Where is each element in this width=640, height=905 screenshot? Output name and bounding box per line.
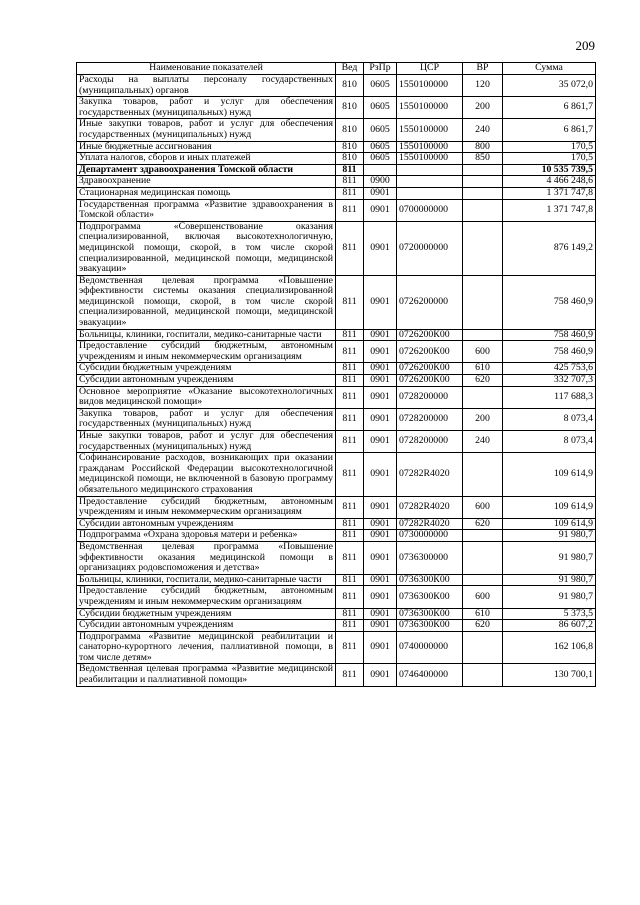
table-row <box>77 329 596 341</box>
cell-name: Предоставление субсидий бюджетным, автономным учреждениям и иным некоммерческим организациям <box>77 586 336 608</box>
table-row <box>77 176 596 188</box>
table-row <box>77 386 596 408</box>
cell-ved: 811 <box>336 620 364 632</box>
table-header-row <box>77 63 596 75</box>
cell-sum: 109 614,9 <box>503 453 596 496</box>
cell-csr: 1550100000 <box>397 119 463 141</box>
table-row <box>77 75 596 97</box>
table-row <box>77 153 596 165</box>
cell-csr: 1550100000 <box>397 97 463 119</box>
cell-vr: 120 <box>463 75 503 97</box>
cell-rzpr: 0901 <box>364 574 397 586</box>
cell-sum: 91 980,7 <box>503 574 596 586</box>
cell-csr: 0726200К00 <box>397 363 463 375</box>
cell-vr <box>463 199 503 221</box>
cell-name: Подпрограмма «Совершенствование оказания специализированной, включая высокотехнологичную, медицинской помощи, скорой, в том числе скорой специализированной, медицинской помощи, медицинской эвакуации» <box>77 221 336 275</box>
table-row <box>77 199 596 221</box>
cell-csr: 07282R4020 <box>397 496 463 518</box>
cell-name: Субсидии автономным учреждениям <box>77 375 336 387</box>
cell-ved: 810 <box>336 97 364 119</box>
cell-vr: 200 <box>463 408 503 430</box>
cell-name: Ведомственная целевая программа «Повышение эффективности системы оказания специализированной медицинской помощи, скорой, в том числе скорой специализированной, медицинской помощи, медицинской эвакуации» <box>77 275 336 329</box>
cell-rzpr <box>364 164 397 176</box>
cell-sum: 758 460,9 <box>503 341 596 363</box>
cell-name: Стационарная медицинская помощь <box>77 187 336 199</box>
cell-csr <box>397 187 463 199</box>
cell-name: Субсидии автономным учреждениям <box>77 518 336 530</box>
cell-ved: 811 <box>336 541 364 574</box>
cell-csr: 0700000000 <box>397 199 463 221</box>
cell-vr <box>463 187 503 199</box>
cell-name: Подпрограмма «Охрана здоровья матери и ребенка» <box>77 530 336 542</box>
cell-vr <box>463 541 503 574</box>
table-row <box>77 187 596 199</box>
cell-vr <box>463 631 503 664</box>
cell-vr: 240 <box>463 431 503 453</box>
cell-rzpr: 0901 <box>364 541 397 574</box>
cell-vr <box>463 574 503 586</box>
cell-csr: 0726200К00 <box>397 375 463 387</box>
cell-sum: 130 700,1 <box>503 664 596 686</box>
cell-vr <box>463 386 503 408</box>
cell-ved: 811 <box>336 199 364 221</box>
table-row <box>77 608 596 620</box>
cell-rzpr: 0901 <box>364 199 397 221</box>
cell-csr: 0740000000 <box>397 631 463 664</box>
cell-csr: 07282R4020 <box>397 518 463 530</box>
cell-ved: 811 <box>336 496 364 518</box>
table-row <box>77 631 596 664</box>
cell-sum: 425 753,6 <box>503 363 596 375</box>
table-row <box>77 664 596 686</box>
cell-vr: 800 <box>463 141 503 153</box>
cell-ved: 811 <box>336 453 364 496</box>
cell-csr: 0726200К00 <box>397 329 463 341</box>
cell-sum: 758 460,9 <box>503 275 596 329</box>
cell-csr: 0726200К00 <box>397 341 463 363</box>
cell-rzpr: 0605 <box>364 141 397 153</box>
table-row <box>77 431 596 453</box>
cell-ved: 811 <box>336 363 364 375</box>
cell-ved: 811 <box>336 176 364 188</box>
table-row <box>77 341 596 363</box>
cell-csr: 0728200000 <box>397 408 463 430</box>
cell-rzpr: 0901 <box>364 431 397 453</box>
cell-ved: 811 <box>336 221 364 275</box>
cell-rzpr: 0605 <box>364 75 397 97</box>
cell-csr: 0736300000 <box>397 541 463 574</box>
cell-name: Больницы, клиники, госпитали, медико-санитарные части <box>77 329 336 341</box>
header-ved: Вед <box>336 63 364 75</box>
cell-vr: 620 <box>463 375 503 387</box>
cell-ved: 811 <box>336 275 364 329</box>
cell-sum: 4 466 248,6 <box>503 176 596 188</box>
cell-name: Больницы, клиники, госпитали, медико-санитарные части <box>77 574 336 586</box>
cell-vr <box>463 664 503 686</box>
table-row <box>77 496 596 518</box>
cell-vr <box>463 453 503 496</box>
cell-rzpr: 0605 <box>364 153 397 165</box>
cell-sum: 758 460,9 <box>503 329 596 341</box>
cell-sum: 86 607,2 <box>503 620 596 632</box>
cell-ved: 811 <box>336 341 364 363</box>
cell-csr: 0728200000 <box>397 386 463 408</box>
cell-rzpr: 0900 <box>364 176 397 188</box>
cell-ved: 811 <box>336 574 364 586</box>
cell-name: Иные закупки товаров, работ и услуг для обеспечения государственных (муниципальных) нужд <box>77 431 336 453</box>
cell-sum: 8 073,4 <box>503 408 596 430</box>
cell-sum: 10 535 739,5 <box>503 164 596 176</box>
cell-csr: 1550100000 <box>397 141 463 153</box>
header-sum: Сумма <box>503 63 596 75</box>
cell-sum: 1 371 747,8 <box>503 199 596 221</box>
cell-rzpr: 0901 <box>364 341 397 363</box>
cell-name: Уплата налогов, сборов и иных платежей <box>77 153 336 165</box>
cell-ved: 811 <box>336 608 364 620</box>
cell-csr <box>397 176 463 188</box>
cell-name: Субсидии бюджетным учреждениям <box>77 608 336 620</box>
cell-csr: 0736300К00 <box>397 586 463 608</box>
cell-name: Иные закупки товаров, работ и услуг для обеспечения государственных (муниципальных) нужд <box>77 119 336 141</box>
cell-vr <box>463 329 503 341</box>
table-row <box>77 164 596 176</box>
table-row <box>77 363 596 375</box>
cell-csr: 1550100000 <box>397 75 463 97</box>
table-row <box>77 530 596 542</box>
cell-vr: 610 <box>463 363 503 375</box>
cell-csr: 0746400000 <box>397 664 463 686</box>
cell-rzpr: 0901 <box>364 453 397 496</box>
cell-vr: 610 <box>463 608 503 620</box>
cell-sum: 170,5 <box>503 141 596 153</box>
header-csr: ЦСР <box>397 63 463 75</box>
cell-ved: 811 <box>336 664 364 686</box>
cell-name: Расходы на выплаты персоналу государственных (муниципальных) органов <box>77 75 336 97</box>
cell-vr: 850 <box>463 153 503 165</box>
cell-sum: 109 614,9 <box>503 496 596 518</box>
cell-name: Ведомственная целевая программа «Повышение эффективности оказания медицинской помощи в организациях родовспоможения и детства» <box>77 541 336 574</box>
cell-csr: 0730000000 <box>397 530 463 542</box>
cell-ved: 811 <box>336 530 364 542</box>
table-body <box>77 75 596 687</box>
cell-name: Софинансирование расходов, возникающих при оказании гражданам Российской Федерации высокотехнологичной медицинской помощи, не включенной в базовую программу обязательного медицинского страхования <box>77 453 336 496</box>
cell-sum: 170,5 <box>503 153 596 165</box>
cell-rzpr: 0901 <box>364 221 397 275</box>
cell-ved: 811 <box>336 164 364 176</box>
table-row <box>77 221 596 275</box>
cell-csr: 0736300К00 <box>397 574 463 586</box>
cell-vr <box>463 275 503 329</box>
cell-vr: 240 <box>463 119 503 141</box>
table-row <box>77 97 596 119</box>
cell-name: Департамент здравоохранения Томской области <box>77 164 336 176</box>
cell-rzpr: 0901 <box>364 664 397 686</box>
table-row <box>77 375 596 387</box>
cell-name: Предоставление субсидий бюджетным, автономным учреждениям и иным некоммерческим организациям <box>77 496 336 518</box>
cell-ved: 810 <box>336 119 364 141</box>
cell-rzpr: 0901 <box>364 363 397 375</box>
cell-rzpr: 0901 <box>364 530 397 542</box>
cell-name: Основное мероприятие «Оказание высокотехнологичных видов медицинской помощи» <box>77 386 336 408</box>
cell-vr <box>463 176 503 188</box>
table-row <box>77 275 596 329</box>
cell-ved: 811 <box>336 408 364 430</box>
cell-sum: 8 073,4 <box>503 431 596 453</box>
table-row <box>77 453 596 496</box>
cell-ved: 811 <box>336 187 364 199</box>
cell-name: Ведомственная целевая программа «Развитие медицинской реабилитации и паллиативной помощи» <box>77 664 336 686</box>
cell-vr: 600 <box>463 586 503 608</box>
cell-ved: 811 <box>336 586 364 608</box>
table-row <box>77 586 596 608</box>
cell-csr <box>397 164 463 176</box>
cell-rzpr: 0901 <box>364 408 397 430</box>
cell-vr <box>463 221 503 275</box>
cell-csr: 0728200000 <box>397 431 463 453</box>
cell-vr: 600 <box>463 341 503 363</box>
cell-vr: 200 <box>463 97 503 119</box>
table-row <box>77 141 596 153</box>
cell-sum: 332 707,3 <box>503 375 596 387</box>
cell-csr: 07282R4020 <box>397 453 463 496</box>
table-row <box>77 541 596 574</box>
cell-ved: 810 <box>336 153 364 165</box>
cell-sum: 91 980,7 <box>503 530 596 542</box>
cell-name: Подпрограмма «Развитие медицинской реабилитации и санаторно-курортного лечения, паллиативной помощи, в том числе детям» <box>77 631 336 664</box>
cell-sum: 876 149,2 <box>503 221 596 275</box>
cell-ved: 811 <box>336 631 364 664</box>
cell-ved: 810 <box>336 141 364 153</box>
cell-name: Субсидии бюджетным учреждениям <box>77 363 336 375</box>
cell-ved: 811 <box>336 386 364 408</box>
cell-rzpr: 0901 <box>364 608 397 620</box>
header-rzpr: РзПр <box>364 63 397 75</box>
cell-sum: 1 371 747,8 <box>503 187 596 199</box>
cell-rzpr: 0901 <box>364 375 397 387</box>
cell-sum: 91 980,7 <box>503 586 596 608</box>
cell-vr <box>463 530 503 542</box>
cell-ved: 811 <box>336 518 364 530</box>
cell-sum: 117 688,3 <box>503 386 596 408</box>
header-name: Наименование показателей <box>77 63 336 75</box>
cell-name: Государственная программа «Развитие здравоохранения в Томской области» <box>77 199 336 221</box>
header-vr: ВР <box>463 63 503 75</box>
cell-vr: 600 <box>463 496 503 518</box>
cell-csr: 1550100000 <box>397 153 463 165</box>
table-row <box>77 620 596 632</box>
cell-rzpr: 0901 <box>364 620 397 632</box>
cell-sum: 6 861,7 <box>503 119 596 141</box>
cell-ved: 811 <box>336 329 364 341</box>
cell-rzpr: 0901 <box>364 496 397 518</box>
cell-rzpr: 0901 <box>364 586 397 608</box>
cell-rzpr: 0901 <box>364 631 397 664</box>
cell-rzpr: 0605 <box>364 97 397 119</box>
page-number: 209 <box>575 38 595 53</box>
cell-csr: 0736300К00 <box>397 620 463 632</box>
cell-name: Закупка товаров, работ и услуг для обеспечения государственных (муниципальных) нужд <box>77 97 336 119</box>
cell-name: Предоставление субсидий бюджетным, автономным учреждениям и иным некоммерческим организациям <box>77 341 336 363</box>
table-row <box>77 518 596 530</box>
cell-sum: 6 861,7 <box>503 97 596 119</box>
cell-vr <box>463 164 503 176</box>
cell-sum: 162 106,8 <box>503 631 596 664</box>
cell-ved: 811 <box>336 431 364 453</box>
cell-sum: 5 373,5 <box>503 608 596 620</box>
cell-rzpr: 0605 <box>364 119 397 141</box>
cell-name: Здравоохранение <box>77 176 336 188</box>
cell-name: Субсидии автономным учреждениям <box>77 620 336 632</box>
cell-rzpr: 0901 <box>364 187 397 199</box>
cell-rzpr: 0901 <box>364 329 397 341</box>
cell-name: Иные бюджетные ассигнования <box>77 141 336 153</box>
cell-sum: 109 614,9 <box>503 518 596 530</box>
cell-sum: 35 072,0 <box>503 75 596 97</box>
cell-ved: 810 <box>336 75 364 97</box>
table-row <box>77 408 596 430</box>
cell-csr: 0726200000 <box>397 275 463 329</box>
cell-ved: 811 <box>336 375 364 387</box>
cell-csr: 0720000000 <box>397 221 463 275</box>
cell-rzpr: 0901 <box>364 386 397 408</box>
budget-table <box>76 62 596 687</box>
cell-vr: 620 <box>463 620 503 632</box>
cell-sum: 91 980,7 <box>503 541 596 574</box>
table-row <box>77 119 596 141</box>
cell-rzpr: 0901 <box>364 518 397 530</box>
table-row <box>77 574 596 586</box>
cell-csr: 0736300К00 <box>397 608 463 620</box>
cell-name: Закупка товаров, работ и услуг для обеспечения государственных (муниципальных) нужд <box>77 408 336 430</box>
cell-vr: 620 <box>463 518 503 530</box>
cell-rzpr: 0901 <box>364 275 397 329</box>
